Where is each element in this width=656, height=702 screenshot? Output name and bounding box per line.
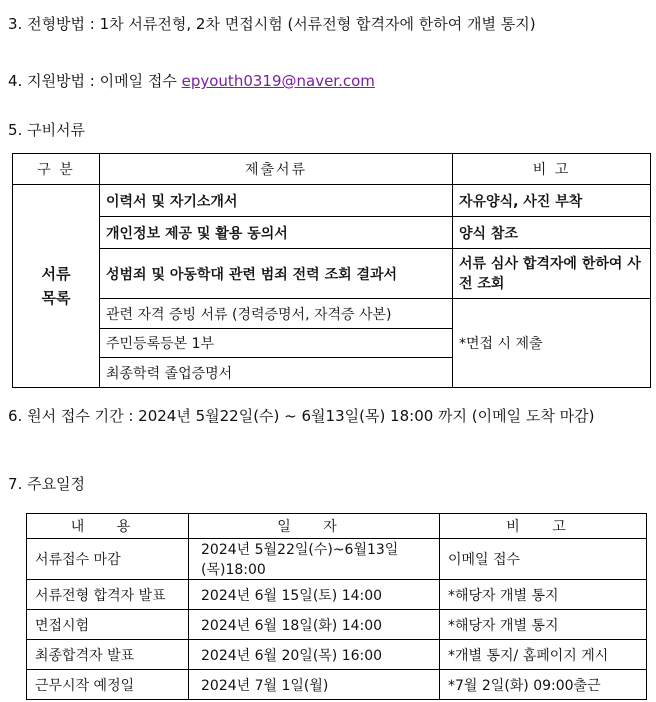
- header-category: 구 분: [13, 154, 100, 185]
- header-item: 내 용: [27, 514, 189, 539]
- doc-cell: 성범죄 및 아동학대 관련 범죄 전력 조회 결과서: [100, 249, 453, 299]
- header-note: 비 고: [440, 514, 647, 539]
- date-cell: 2024년 5월22일(수)~6월13일(목)18:00: [189, 539, 440, 580]
- table-row: [27, 610, 647, 640]
- date-cell: 2024년 6월 18일(화) 14:00: [189, 610, 440, 640]
- date-cell: 2024년 6월 20일(목) 16:00: [189, 640, 440, 670]
- schedule-table: [26, 513, 647, 700]
- merged-note-cell: *면접 시 제출: [453, 299, 651, 388]
- item-cell: 최종합격자 발표: [27, 640, 189, 670]
- item-cell: 서류접수 마감: [27, 539, 189, 580]
- doc-cell: 관련 자격 증빙 서류 (경력증명서, 자격증 사본): [100, 299, 453, 329]
- table-row: [13, 185, 651, 217]
- table-header-row: [27, 514, 647, 539]
- section-5-required-documents: 5. 구비서류: [8, 121, 86, 139]
- table-header-row: [13, 154, 651, 185]
- note-cell: 이메일 접수: [440, 539, 647, 580]
- section-4-application-method: [8, 70, 375, 92]
- doc-cell: 이력서 및 자기소개서: [100, 185, 453, 217]
- note-cell: *7월 2일(화) 09:00출근: [440, 670, 647, 700]
- doc-cell: 주민등록등본 1부: [100, 329, 453, 358]
- table-row: [27, 580, 647, 610]
- item-cell: 면접시험: [27, 610, 189, 640]
- section-7-main-schedule: 7. 주요일정: [8, 475, 86, 493]
- item-cell: 서류전형 합격자 발표: [27, 580, 189, 610]
- date-cell: 2024년 7월 1일(월): [189, 670, 440, 700]
- date-cell: 2024년 6월 15일(토) 14:00: [189, 580, 440, 610]
- doc-cell: 개인정보 제공 및 활용 동의서: [100, 217, 453, 249]
- item-cell: 근무시작 예정일: [27, 670, 189, 700]
- note-cell: 자유양식, 사진 부착: [453, 185, 651, 217]
- table-row: [27, 640, 647, 670]
- header-date: 일 자: [189, 514, 440, 539]
- category-cell: 서류 목록: [13, 185, 100, 388]
- header-notes: 비 고: [453, 154, 651, 185]
- header-documents: 제출서류: [100, 154, 453, 185]
- documents-table: [12, 153, 651, 388]
- table-row: [27, 539, 647, 580]
- section-6-application-period: 6. 원서 접수 기간 : 2024년 5월22일(수) ~ 6월13일(목) 18:00 까지 (이메일 도착 마감): [8, 407, 595, 425]
- section-3-selection-method: 3. 전형방법 : 1차 서류전형, 2차 면접시험 (서류전형 합격자에 한하여 개별 통지): [8, 15, 536, 33]
- email-link[interactable]: epyouth0319@naver.com: [181, 72, 375, 90]
- doc-cell: 최종학력 졸업증명서: [100, 358, 453, 388]
- table-row: [27, 670, 647, 700]
- note-cell: 서류 심사 합격자에 한하여 사전 조회: [453, 249, 651, 299]
- note-cell: *개별 통지/ 홈페이지 게시: [440, 640, 647, 670]
- note-cell: 양식 참조: [453, 217, 651, 249]
- note-cell: *해당자 개별 통지: [440, 610, 647, 640]
- note-cell: *해당자 개별 통지: [440, 580, 647, 610]
- table-row: [13, 299, 651, 329]
- table-row: [13, 217, 651, 249]
- table-row: [13, 249, 651, 299]
- application-method-label: 4. 지원방법 : 이메일 접수: [8, 72, 182, 90]
